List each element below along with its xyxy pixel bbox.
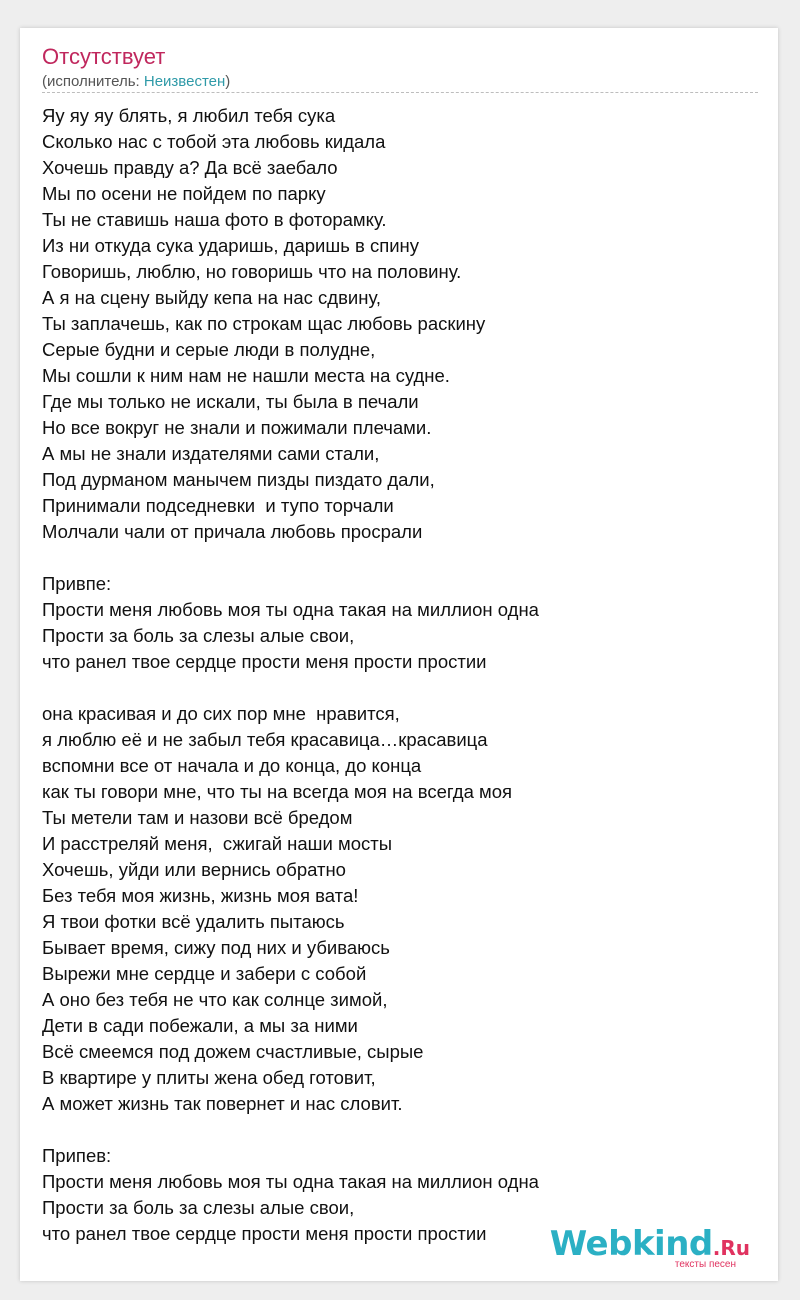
dashed-divider [42, 92, 758, 93]
lyric-line: Сколько нас с тобой эта любовь кидала [42, 131, 386, 152]
lyric-line: А может жизнь так повернет и нас словит. [42, 1093, 403, 1114]
lyric-line: Прости меня любовь моя ты одна такая на миллион одна [42, 1171, 539, 1192]
lyric-line: Говоришь, люблю, но говоришь что на половину. [42, 261, 462, 282]
lyric-line: Серые будни и серые люди в полудне, [42, 339, 376, 360]
lyric-line: И расстреляй меня, сжигай наши мосты [42, 833, 393, 854]
lyric-line: Ты заплачешь, как по строкам щас любовь раскину [42, 313, 486, 334]
lyric-line: что ранел твое сердце прости меня прости простии [42, 651, 487, 672]
lyric-line: Но все вокруг не знали и пожимали плечами. [42, 417, 432, 438]
lyric-line: Бывает время, сижу под них и убиваюсь [42, 937, 390, 958]
lyric-line: Хочешь, уйди или вернись обратно [42, 859, 346, 880]
lyric-line: Ты не ставишь наша фото в фоторамку. [42, 209, 387, 230]
artist-line [42, 73, 230, 91]
lyrics-page [20, 28, 778, 1281]
lyric-line: Прости за боль за слезы алые свои, [42, 625, 355, 646]
song-title: Отсутствует [42, 44, 166, 69]
lyric-line: А я на сцену выйду кепа на нас сдвину, [42, 287, 381, 308]
lyric-line: Из ни откуда сука ударишь, даришь в спину [42, 235, 420, 256]
lyrics-body [42, 103, 758, 1247]
lyric-line: Мы сошли к ним нам не нашли места на судне. [42, 365, 450, 386]
logo-tagline: тексты песен [674, 1259, 736, 1270]
lyric-line: Прости меня любовь моя ты одна такая на миллион одна [42, 599, 539, 620]
lyric-line: Без тебя моя жизнь, жизнь моя вата! [42, 885, 359, 906]
webkind-logo[interactable] [550, 1225, 750, 1275]
lyric-line: Припев: [42, 1145, 112, 1166]
lyric-line: Я твои фотки всё удалить пытаюсь [42, 911, 345, 932]
lyric-line: что ранел твое сердце прости меня прости простии [42, 1223, 487, 1244]
artist-link[interactable]: Неизвестен [143, 73, 226, 90]
lyric-line: А оно без тебя не что как солнце зимой, [42, 989, 388, 1010]
lyric-line: как ты говори мне, что ты на всегда моя на всегда моя [42, 781, 513, 802]
lyric-blank-line [42, 675, 758, 701]
lyric-line: В квартире у плиты жена обед готовит, [42, 1067, 376, 1088]
artist-suffix: ) [225, 73, 231, 90]
logo-domain-suffix: .Ru [712, 1236, 750, 1260]
lyric-line: Где мы только не искали, ты была в печали [42, 391, 419, 412]
lyric-blank-line [42, 545, 758, 571]
lyric-line: Молчали чали от причала любовь просрали [42, 521, 423, 542]
lyric-line: Привпе: [42, 573, 112, 594]
lyric-line: Под дурманом манычем пизды пиздато дали, [42, 469, 435, 490]
lyric-line: А мы не знали издателями сами стали, [42, 443, 380, 464]
lyric-line: вспомни все от начала и до конца, до конца [42, 755, 422, 776]
lyric-line: Мы по осени не пойдем по парку [42, 183, 326, 204]
lyric-line: Прости за боль за слезы алые свои, [42, 1197, 355, 1218]
lyric-line: Яу яу яу блять, я любил тебя сука [42, 105, 336, 126]
lyric-line: Вырежи мне сердце и забери с собой [42, 963, 367, 984]
lyric-blank-line [42, 1117, 758, 1143]
artist-prefix: (исполнитель: [42, 73, 144, 90]
lyric-line: Ты метели там и назови всё бредом [42, 807, 353, 828]
lyric-line: Всё смеемся под дожем счастливые, сырые [42, 1041, 424, 1062]
lyric-line: Принимали подседневки и тупо торчали [42, 495, 394, 516]
lyric-line: Дети в сади побежали, а мы за ними [42, 1015, 358, 1036]
lyric-line: она красивая и до сих пор мне нравится, [42, 703, 400, 724]
logo-main-text: Webkind [549, 1224, 713, 1264]
lyric-line: я люблю её и не забыл тебя красавица…красавица [42, 729, 488, 750]
lyric-line: Хочешь правду а? Да всё заебало [42, 157, 338, 178]
